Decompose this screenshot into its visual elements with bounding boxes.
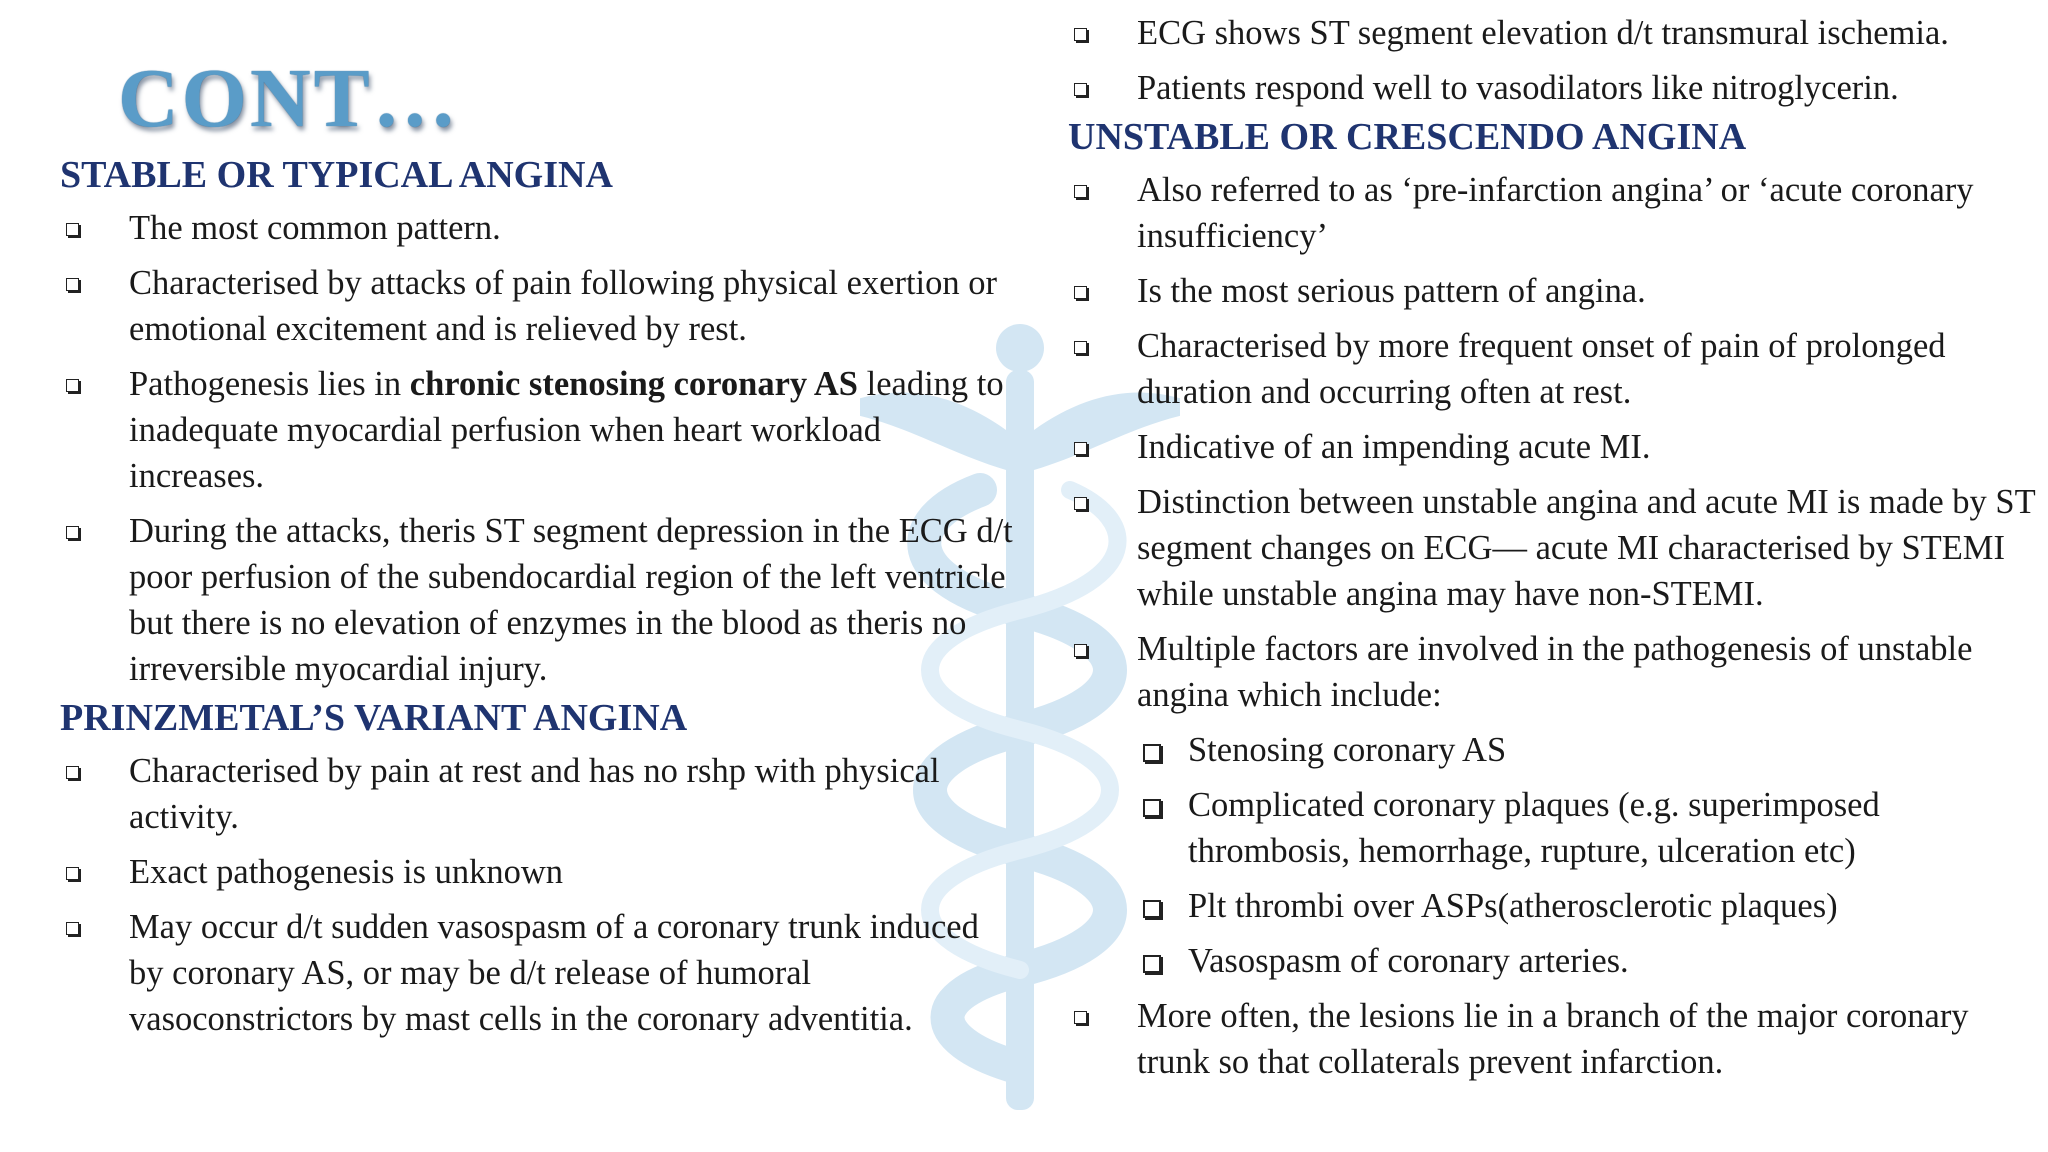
unstable-factors-sublist [1068, 727, 2048, 984]
slide-title: CONT… [118, 52, 460, 145]
square-bullet-icon [1074, 185, 1087, 198]
square-bullet-icon [1074, 497, 1087, 510]
prinzmetal-angina-list [60, 748, 1020, 1042]
heading-stable-angina: STABLE OR TYPICAL ANGINA [60, 154, 613, 196]
unstable-angina-list [1068, 167, 2048, 718]
list-item: During the attacks, theris ST segment depression in the ECG d/t poor perfusion of the subendocardial region of the left ventricle but there is no elevation of enzymes in the blood as theris no irreversible myocardial injury. [60, 508, 1020, 692]
list-item: Distinction between unstable angina and acute MI is made by ST segment changes on ECG— acute MI characterised by STEMI while unstable angina may have non-STEMI. [1068, 479, 2048, 617]
list-item: The most common pattern. [60, 205, 1020, 251]
list-item: ECG shows ST segment elevation d/t transmural ischemia. [1068, 10, 2048, 56]
sub-list-item: Stenosing coronary AS [1068, 727, 2048, 773]
square-bullet-icon [1074, 644, 1087, 657]
bold-phrase: chronic stenosing coronary AS [409, 365, 858, 403]
square-bullet-icon [1143, 744, 1161, 762]
square-bullet-icon [1074, 442, 1087, 455]
square-bullet-icon [66, 278, 79, 291]
sub-list-item: Plt thrombi over ASPs(atherosclerotic plaques) [1068, 883, 2048, 929]
list-item: Multiple factors are involved in the pathogenesis of unstable angina which include: [1068, 626, 2048, 718]
list-item: Pathogenesis lies in chronic stenosing coronary AS leading to inadequate myocardial perfusion when heart workload increases. [60, 361, 1020, 499]
prinzmetal-continued-list [1068, 10, 2048, 111]
list-item: Characterised by attacks of pain following physical exertion or emotional excitement and is relieved by rest. [60, 260, 1020, 352]
list-item: Is the most serious pattern of angina. [1068, 268, 2048, 314]
list-item: Patients respond well to vasodilators like nitroglycerin. [1068, 65, 2048, 111]
stable-angina-list [60, 205, 1020, 692]
square-bullet-icon [66, 922, 79, 935]
sub-list-item: Complicated coronary plaques (e.g. superimposed thrombosis, hemorrhage, rupture, ulceration etc) [1068, 782, 2048, 874]
sub-list-item: Vasospasm of coronary arteries. [1068, 938, 2048, 984]
heading-prinzmetal-angina: PRINZMETAL’S VARIANT ANGINA [60, 697, 688, 739]
square-bullet-icon [66, 867, 79, 880]
left-column [60, 150, 1020, 1051]
square-bullet-icon [66, 379, 79, 392]
square-bullet-icon [1143, 900, 1161, 918]
list-item: Indicative of an impending acute MI. [1068, 424, 2048, 470]
right-column [1068, 10, 2048, 1094]
list-item: More often, the lesions lie in a branch of the major coronary trunk so that collaterals prevent infarction. [1068, 993, 2048, 1085]
square-bullet-icon [1074, 286, 1087, 299]
square-bullet-icon [1143, 955, 1161, 973]
list-item: Characterised by more frequent onset of pain of prolonged duration and occurring often at rest. [1068, 323, 2048, 415]
list-item: Exact pathogenesis is unknown [60, 849, 1020, 895]
square-bullet-icon [66, 766, 79, 779]
square-bullet-icon [1074, 28, 1087, 41]
square-bullet-icon [1074, 1011, 1087, 1024]
list-item: Also referred to as ‘pre-infarction angina’ or ‘acute coronary insufficiency’ [1068, 167, 2048, 259]
square-bullet-icon [66, 526, 79, 539]
heading-unstable-angina: UNSTABLE OR CRESCENDO ANGINA [1068, 116, 1747, 158]
square-bullet-icon [1074, 83, 1087, 96]
list-item: May occur d/t sudden vasospasm of a coronary trunk induced by coronary AS, or may be d/t release of humoral vasoconstrictors by mast cells in the coronary adventitia. [60, 904, 1020, 1042]
square-bullet-icon [66, 223, 79, 236]
list-item: Characterised by pain at rest and has no rshp with physical activity. [60, 748, 1020, 840]
square-bullet-icon [1143, 799, 1161, 817]
unstable-final-list [1068, 993, 2048, 1085]
square-bullet-icon [1074, 341, 1087, 354]
